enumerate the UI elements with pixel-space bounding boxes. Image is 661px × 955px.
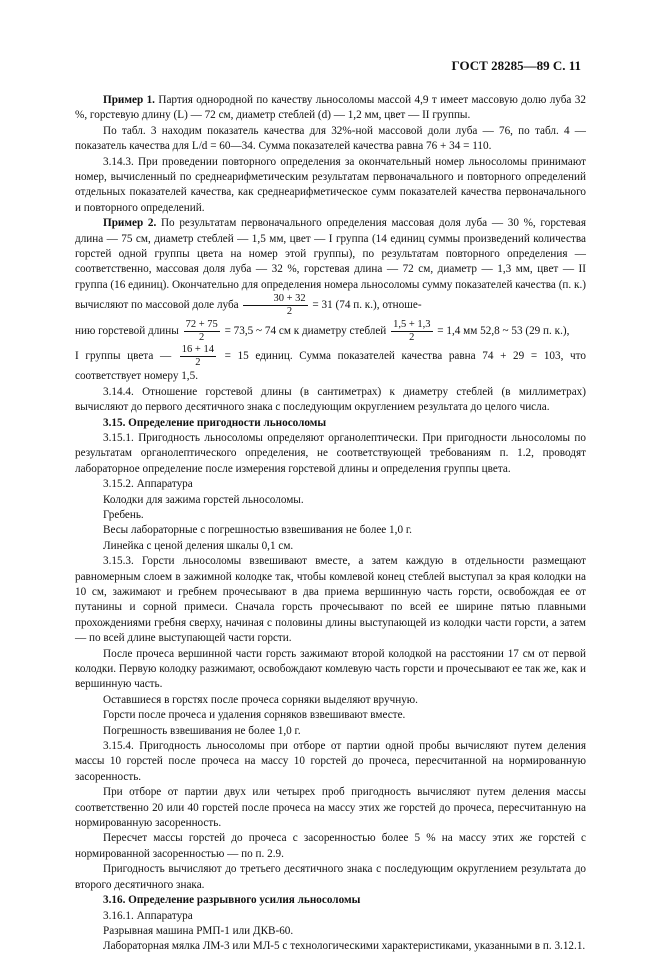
paragraph-pogreshnost: Погрешность взвешивания не более 1,0 г. [103, 724, 301, 737]
paragraph-3-15-2: 3.15.2. Аппаратура [103, 478, 193, 491]
fraction-luba: $\frac{30 + 32}{2}$ [243, 293, 307, 318]
example-1-text: Партия однородной по качеству льносоломы массой 4,9 т имеет массовую долю луба 32 %, горстевую длину (L) — 72 см, диаметр стеблей (d) — 1,2 мм, цвет — II группы. [75, 94, 586, 122]
example-2-text: По результатам первоначального определения массовая доля луба — 30 %, горстевая длина — 75 см, диаметр стеблей — 1,5 мм, цвет — I группа (14 единиц суммы произведений количества горстей одной группы цвета на номер этой группы), по результатам повторного определения — соответственно, массовая доля луба — 32 %, горстевая длина — 72 см, диаметр — 1,3 мм, цвет — II группа (16 единиц). Окончательно для определения номера льносоломы сумму показателей качества (п. к.) вычисляют по массовой доле луба [75, 217, 586, 312]
example-2-after-f1: = 31 (74 п. к.), отноше- [309, 299, 422, 312]
example-2-label: Пример 2. [103, 217, 157, 230]
formula-line-color: I группы цвета — $\frac{16 + 14}{2}$ = 15 единиц. Сумма показателей качества равна 74 + 29 = 103, что соответствует номеру 1,5. [75, 344, 587, 383]
paragraph-pereschet: Пересчет массы горстей до прочеса с засоренностью более 5 % на массу этих же горстей с нормированной засоренностью — по п. 2.9. [75, 832, 586, 860]
fraction-diameter: $\frac{1,5 + 1,3}{2}$ [393, 319, 431, 344]
document-body [75, 93, 586, 955]
paragraph-razryvnaya: Разрывная машина РМП-1 или ДКВ-60. [103, 924, 294, 937]
paragraph-laboratornaya: Лабораторная мялка ЛМ-3 или МЛ-5 с технологическими характеристиками, указанными в п. 3.12.1. [103, 940, 586, 953]
paragraph-greben: Гребень. [103, 508, 144, 521]
paragraph-3-15-3: 3.15.3. Горсти льносоломы взвешивают вместе, а затем каждую в отдельности размещают равномерным слоем в зажимной колодке так, чтобы комлевой конец стеблей выступал за края колодки на 10 см, зажимают и гребнем прочесывают в два приема вершинную часть горсти, освобождая ее от путанины и сорной примеси. Сначала горсть прочесывают по всей ее ширине пятью плавными прохождениями гребня сверху, начиная с половины длины выступающей из колодки части горсти, а затем — по всей длине выступающей части горсти. [75, 555, 586, 645]
example-2-paragraph [75, 216, 586, 318]
paragraph-3-14-4: 3.14.4. Отношение горстевой длины (в сантиметрах) к диаметру стеблей (в миллиметрах) вычисляют до первого десятичного знака с последующим округлением результата до целого числа. [75, 385, 586, 414]
paragraph-prigodnost: Пригодность вычисляют до третьего десятичного знака с последующим округлением результата до второго десятичного знака. [75, 863, 586, 891]
example-1-label: Пример 1. [103, 94, 155, 106]
paragraph-kolodki: Колодки для зажима горстей льносоломы. [103, 493, 304, 506]
paragraph-gorsti: Горсти после прочеса и удаления сорняков взвешивают вместе. [103, 709, 406, 722]
heading-3-16: 3.16. Определение разрывного усилия льносоломы [103, 894, 361, 907]
formula-line-length: нию горстевой длины $\frac{72 + 75}{2}$ = 73,5 ~ 74 см к диаметру стеблей $\frac{1,5 + 1,3}{2}$ = 1,4 мм 52,8 ~ 53 (29 п. к.), [75, 319, 570, 344]
paragraph-posle-prochesa: После прочеса вершинной части горсть зажимают второй колодкой на расстоянии 17 см от первой колодки. Первую колодку разжимают, освобождают комлевую часть горсти и прочесывают ее так же, как и вершинную часть. [75, 647, 586, 691]
page-header: ГОСТ 28285—89 С. 11 [451, 58, 581, 73]
paragraph-3-14-3: 3.14.3. При проведении повторного определения за окончательный номер льносоломы принимают номер, вычисленный по среднеарифметическим результатам первоначального и повторного определений отдельных показателей качества, как среднеарифметическое сумм показателей качества первоначального и повторного определений. [75, 155, 586, 214]
paragraph-3-15-1: 3.15.1. Пригодность льносоломы определяют органолептически. При пригодности льносоломы по результатам органолептического определения, не соответствующей требованиям п. 1.2, проводят лабораторное определение после измерения горстевой длины и определения группы цвета. [75, 431, 586, 475]
example-1-paragraph [75, 93, 586, 124]
paragraph-3-16-1: 3.16.1. Аппаратура [103, 909, 193, 922]
paragraph-pri-otbore: При отборе от партии двух или четырех проб пригодность вычисляют путем деления массы соответственно 20 или 40 горстей после прочеса на массу этих же горстей до прочеса, пересчитанную на нормированную засоренность. [75, 786, 586, 830]
fraction-color: $\frac{16 + 14}{2}$ [181, 344, 214, 369]
heading-3-15: 3.15. Определение пригодности льносоломы [103, 416, 327, 429]
paragraph-3-15-4: 3.15.4. Пригодность льносоломы при отборе от партии одной пробы вычисляют путем деления массы 10 горстей после прочеса на массу 10 горстей до прочеса, пересчитанной на нормированную засоренность. [75, 740, 586, 783]
paragraph-lineika: Линейка с ценой деления шкалы 0,1 см. [103, 539, 294, 552]
paragraph-vesy: Весы лабораторные с погрешностью взвешивания не более 1,0 г. [103, 524, 412, 537]
fraction-length: $\frac{72 + 75}{2}$ [185, 319, 218, 344]
paragraph-ostavshiesya: Оставшиеся в горстях после прочеса сорняки выделяют вручную. [103, 693, 418, 706]
paragraph-table3: По табл. 3 находим показатель качества для 32%-ной массовой доли луба — 76, по табл. 4 — показатель качества для L/d = 60—34. Сумма показателей качества равна 76 + 34 = 110. [75, 124, 586, 153]
